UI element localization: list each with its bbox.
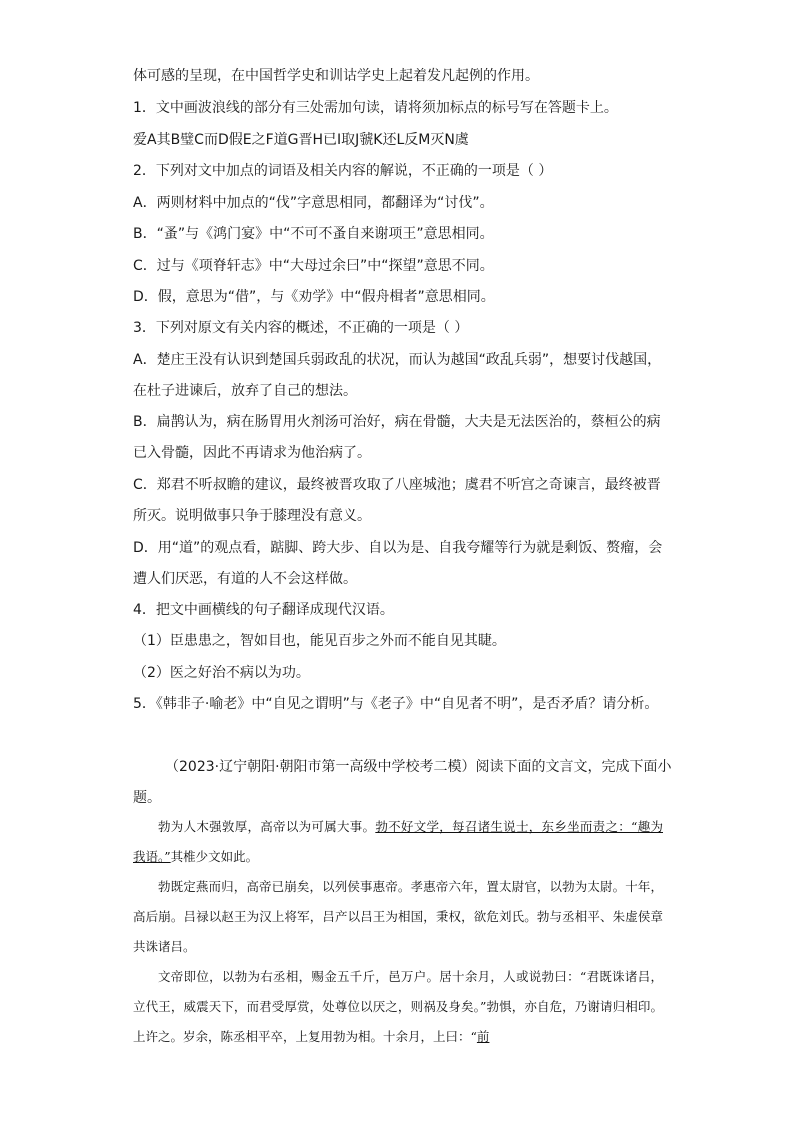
- option-3b: B．扁鹊认为，病在肠胃用火剂汤可治好，病在骨髓，大夫是无法医治的，蔡桓公的病: [133, 414, 661, 430]
- question-4-item-2: （2）医之好治不病以为功。: [133, 665, 310, 681]
- option-3c: C．郑君不听叔瞻的建议，最终被晋攻取了八座城池；虞君不听宫之奇谏言，最终被晋: [133, 477, 661, 493]
- passage-paragraph-3: 文帝即位，以勃为右丞相，赐金五千斤，邑万户。居十余月，人或说勃曰：“君既诛诸吕，立代王，威震天下，而君受厚赏，处尊位以厌之，则祸及身矣。”勃惧，亦自危，乃谢请归相印。上许之。岁余，陈丞相平卒，上复用勃为相。十余月，上曰：“前: [133, 969, 663, 1044]
- underlined-sentence: 勃不好文学，每召诸生说士，东乡坐而责之：“趣为我语。”: [133, 819, 663, 864]
- question-2: 2．下列对文中加点的词语及相关内容的解说，不正确的一项是（ ）: [133, 163, 553, 179]
- option-2b: B．“蚤”与《鸿门宴》中“不可不蚤自来谢项王”意思相同。: [133, 226, 494, 242]
- option-2a: A．两则材料中加点的“伐”字意思相同，都翻译为“讨伐”。: [133, 195, 494, 211]
- underlined-sentence: 前: [476, 1029, 490, 1044]
- passage-paragraph-1: 勃为人木强敦厚，高帝以为可属大事。勃不好文学，每召诸生说士，东乡坐而责之：“趣为我语。”其椎少文如此。: [133, 819, 663, 864]
- option-3b-cont: 已入骨髓，因此不再请求为他治病了。: [133, 445, 371, 461]
- option-2c: C．过与《项脊轩志》中“大母过余曰”中“探望”意思不同。: [133, 258, 494, 274]
- text-line: 体可感的呈现，在中国哲学史和训诂学史上起着发凡起例的作用。: [133, 68, 539, 84]
- option-2d: D．假，意思为“借”，与《劝学》中“假舟楫者”意思相同。: [133, 289, 495, 305]
- passage-intro: （2023·辽宁朝阳·朝阳市第一高级中学校考二模）阅读下面的文言文，完成下面小: [165, 759, 672, 775]
- option-3a: A．楚庄王没有认识到楚国兵弱政乱的状况，而认为越国“政乱兵弱”，想要讨伐越国，: [133, 352, 662, 368]
- punctuation-options: 爱A其B璧C而D假E之F道G晋H已I取J虢K还L反M灭N虞: [133, 132, 469, 148]
- option-3a-cont: 在杜子进谏后，放弃了自己的想法。: [133, 383, 357, 399]
- question-5: 5．《韩非子·喻老》中“自见之谓明”与《老子》中“自见者不明”，是否矛盾？请分析。: [133, 696, 659, 712]
- question-4: 4．把文中画横线的句子翻译成现代汉语。: [133, 602, 394, 618]
- passage-intro-cont: 题。: [133, 790, 161, 806]
- question-3: 3．下列对原文有关内容的概述，不正确的一项是（ ）: [133, 320, 469, 336]
- option-3c-cont: 所灭。说明做事只争于膝理没有意义。: [133, 508, 371, 524]
- option-3d-cont: 遭人们厌恶，有道的人不会这样做。: [133, 571, 357, 587]
- option-3d: D．用“道”的观点看，踮脚、跨大步、自以为是、自我夸耀等行为就是剩饭、赘瘤，会: [133, 540, 663, 556]
- question-4-item-1: （1）臣患患之，智如目也，能见百步之外而不能自见其睫。: [133, 633, 506, 649]
- classical-passage: [133, 812, 663, 1052]
- passage-paragraph-2: 勃既定燕而归，高帝已崩矣，以列侯事惠帝。孝惠帝六年，置太尉官，以勃为太尉。十年，高后崩。吕禄以赵王为汉上将军，吕产以吕王为相国，秉权，欲危刘氏。勃与丞相平、朱虚侯章共诛诸吕。: [133, 879, 663, 954]
- question-1: 1．文中画波浪线的部分有三处需加句读，请将须加标点的标号写在答题卡上。: [133, 100, 618, 116]
